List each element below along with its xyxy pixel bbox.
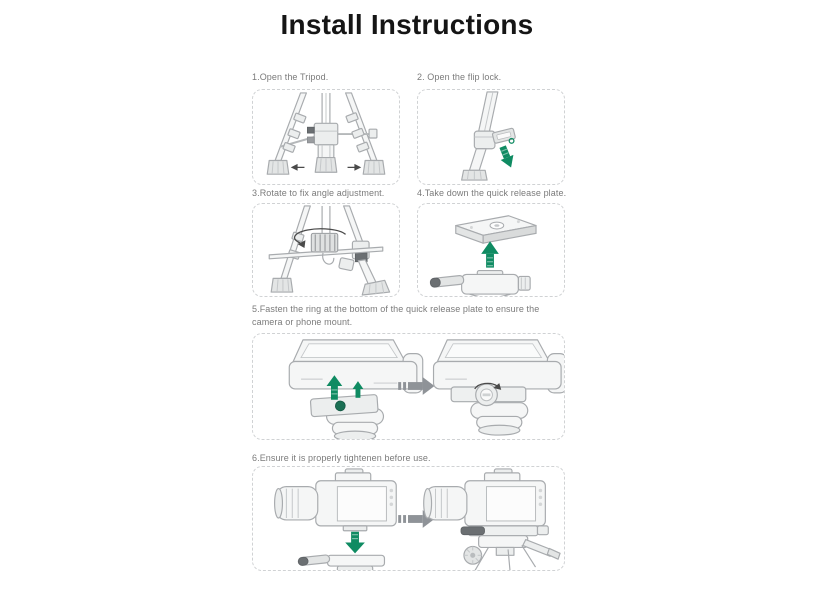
tripod-head-open: [298, 555, 385, 570]
angle-adjustment-illustration: [253, 204, 399, 296]
angle-adjustment-knob: [311, 233, 337, 252]
tripod-foot-center: [315, 158, 337, 173]
camera-bottom-after: [434, 340, 564, 435]
step-6-label: 6.Ensure it is properly tightenen before use.: [252, 453, 431, 463]
step-5-label: 5.Fasten the ring at the bottom of the quick release plate to ensure the camera or phone mount.: [252, 304, 540, 328]
mount-camera-illustration: [253, 467, 564, 570]
step-3-box: [252, 203, 400, 297]
step-2-box: [417, 89, 565, 185]
tripod-legs-open-illustration: [253, 90, 399, 184]
fasten-ring-illustration: [253, 334, 564, 439]
tripod-head: [430, 271, 530, 296]
camera-mounted: [424, 469, 560, 570]
step-5-box: [252, 333, 565, 440]
step-3-label: 3.Rotate to fix angle adjustment.: [252, 188, 385, 198]
step-4-label: 4.Take down the quick release plate.: [417, 188, 567, 198]
tripod-foot-right: [363, 161, 385, 175]
fasten-ring: [476, 384, 498, 406]
quick-release-plate-illustration: [418, 204, 564, 296]
head-knob-wheel: [464, 546, 482, 564]
camera-above-head: [275, 469, 397, 570]
page-title: Install Instructions: [280, 9, 534, 40]
flip-lock-open-illustration: [418, 90, 564, 184]
step-1-box: [252, 89, 400, 185]
step-6-box: [252, 466, 565, 571]
spread-right-arrow-icon: [348, 164, 362, 171]
flip-lock-lever: [492, 128, 516, 144]
spread-left-arrow-icon: [291, 164, 305, 171]
flip-lock-open-arrow-icon: [496, 139, 517, 170]
quick-release-plate: [456, 216, 536, 243]
mount-down-arrow-icon: [345, 532, 365, 554]
step-1-label: 1.Open the Tripod.: [252, 72, 329, 82]
camera-bottom-before: [289, 340, 422, 439]
step-4-box: [417, 203, 565, 297]
step-2-label: 2. Open the flip lock.: [417, 72, 502, 82]
tripod-foot-left: [267, 161, 289, 175]
plate-up-arrow-icon: [481, 241, 499, 267]
